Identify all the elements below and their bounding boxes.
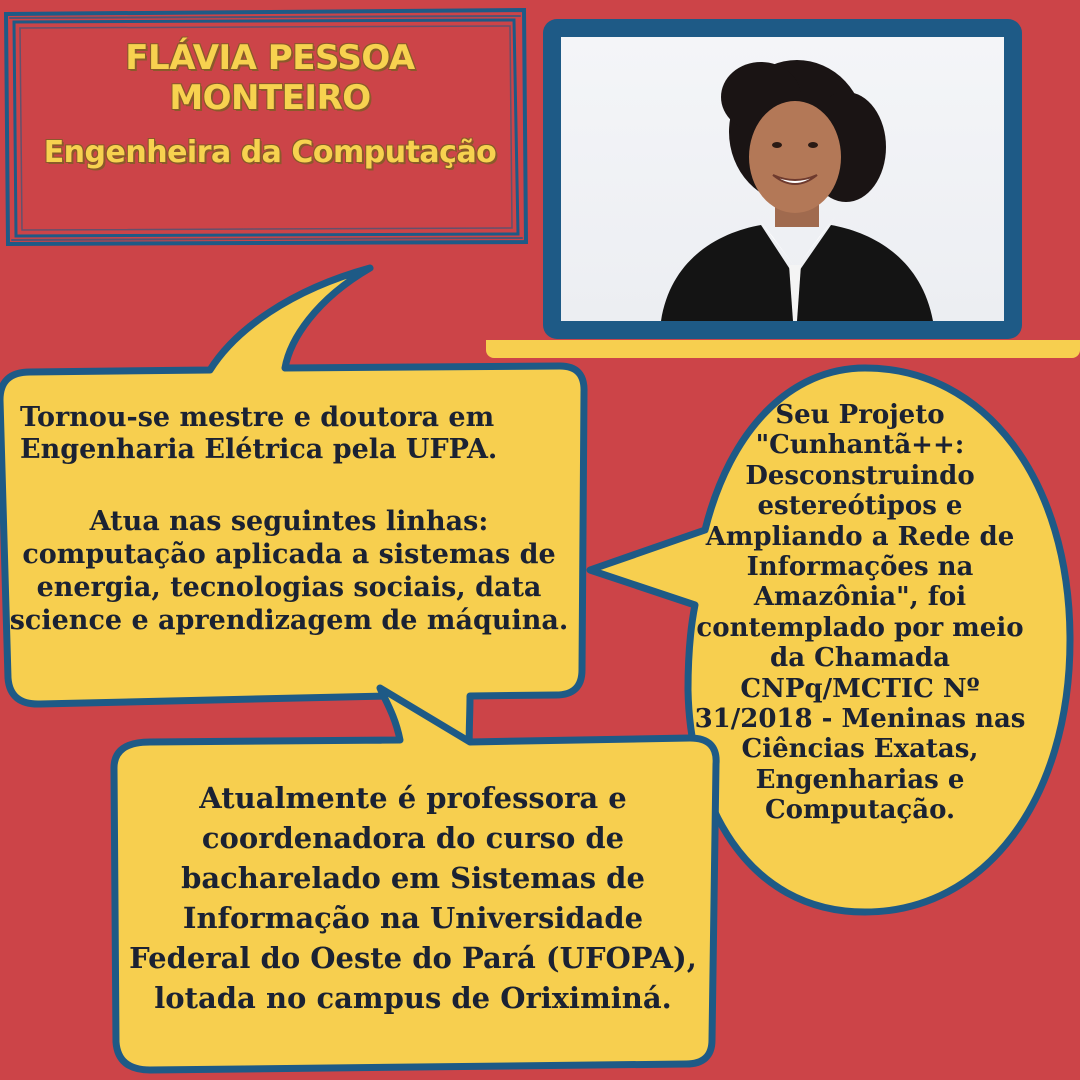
laptop-frame bbox=[543, 19, 1022, 339]
person-name: FLÁVIA PESSOA MONTEIRO bbox=[125, 38, 415, 118]
title-block bbox=[40, 38, 500, 170]
person-role: Engenheira da Computação bbox=[43, 135, 497, 170]
profile-photo bbox=[561, 37, 1004, 321]
bubble-education-text: Tornou-se mestre e doutora em Engenharia Elétrica pela UFPA. bbox=[20, 402, 498, 465]
bubble-project-text: Seu Projeto "Cunhantã++: Desconstruindo estereótipos e Ampliando a Rede de Informações na Amazônia", foi contemplado por meio da Chamada CNPq/MCTIC Nº 31/2018 - Meninas nas Ciências Exatas, Engenharias e Computação. bbox=[694, 400, 1026, 826]
laptop-base bbox=[486, 340, 1080, 358]
bubble-current-text: Atualmente é professora e coordenadora do curso de bacharelado em Sistemas de Informação na Universidade Federal do Oeste do Pará (UFOPA), lotada no campus de Oriximiná. bbox=[129, 781, 697, 1015]
bubble-research-text: Atua nas seguintes linhas: computação aplicada a sistemas de energia, tecnologias sociais, data science e aprendizagem de máquina. bbox=[9, 506, 569, 636]
person-illustration bbox=[561, 37, 1004, 321]
